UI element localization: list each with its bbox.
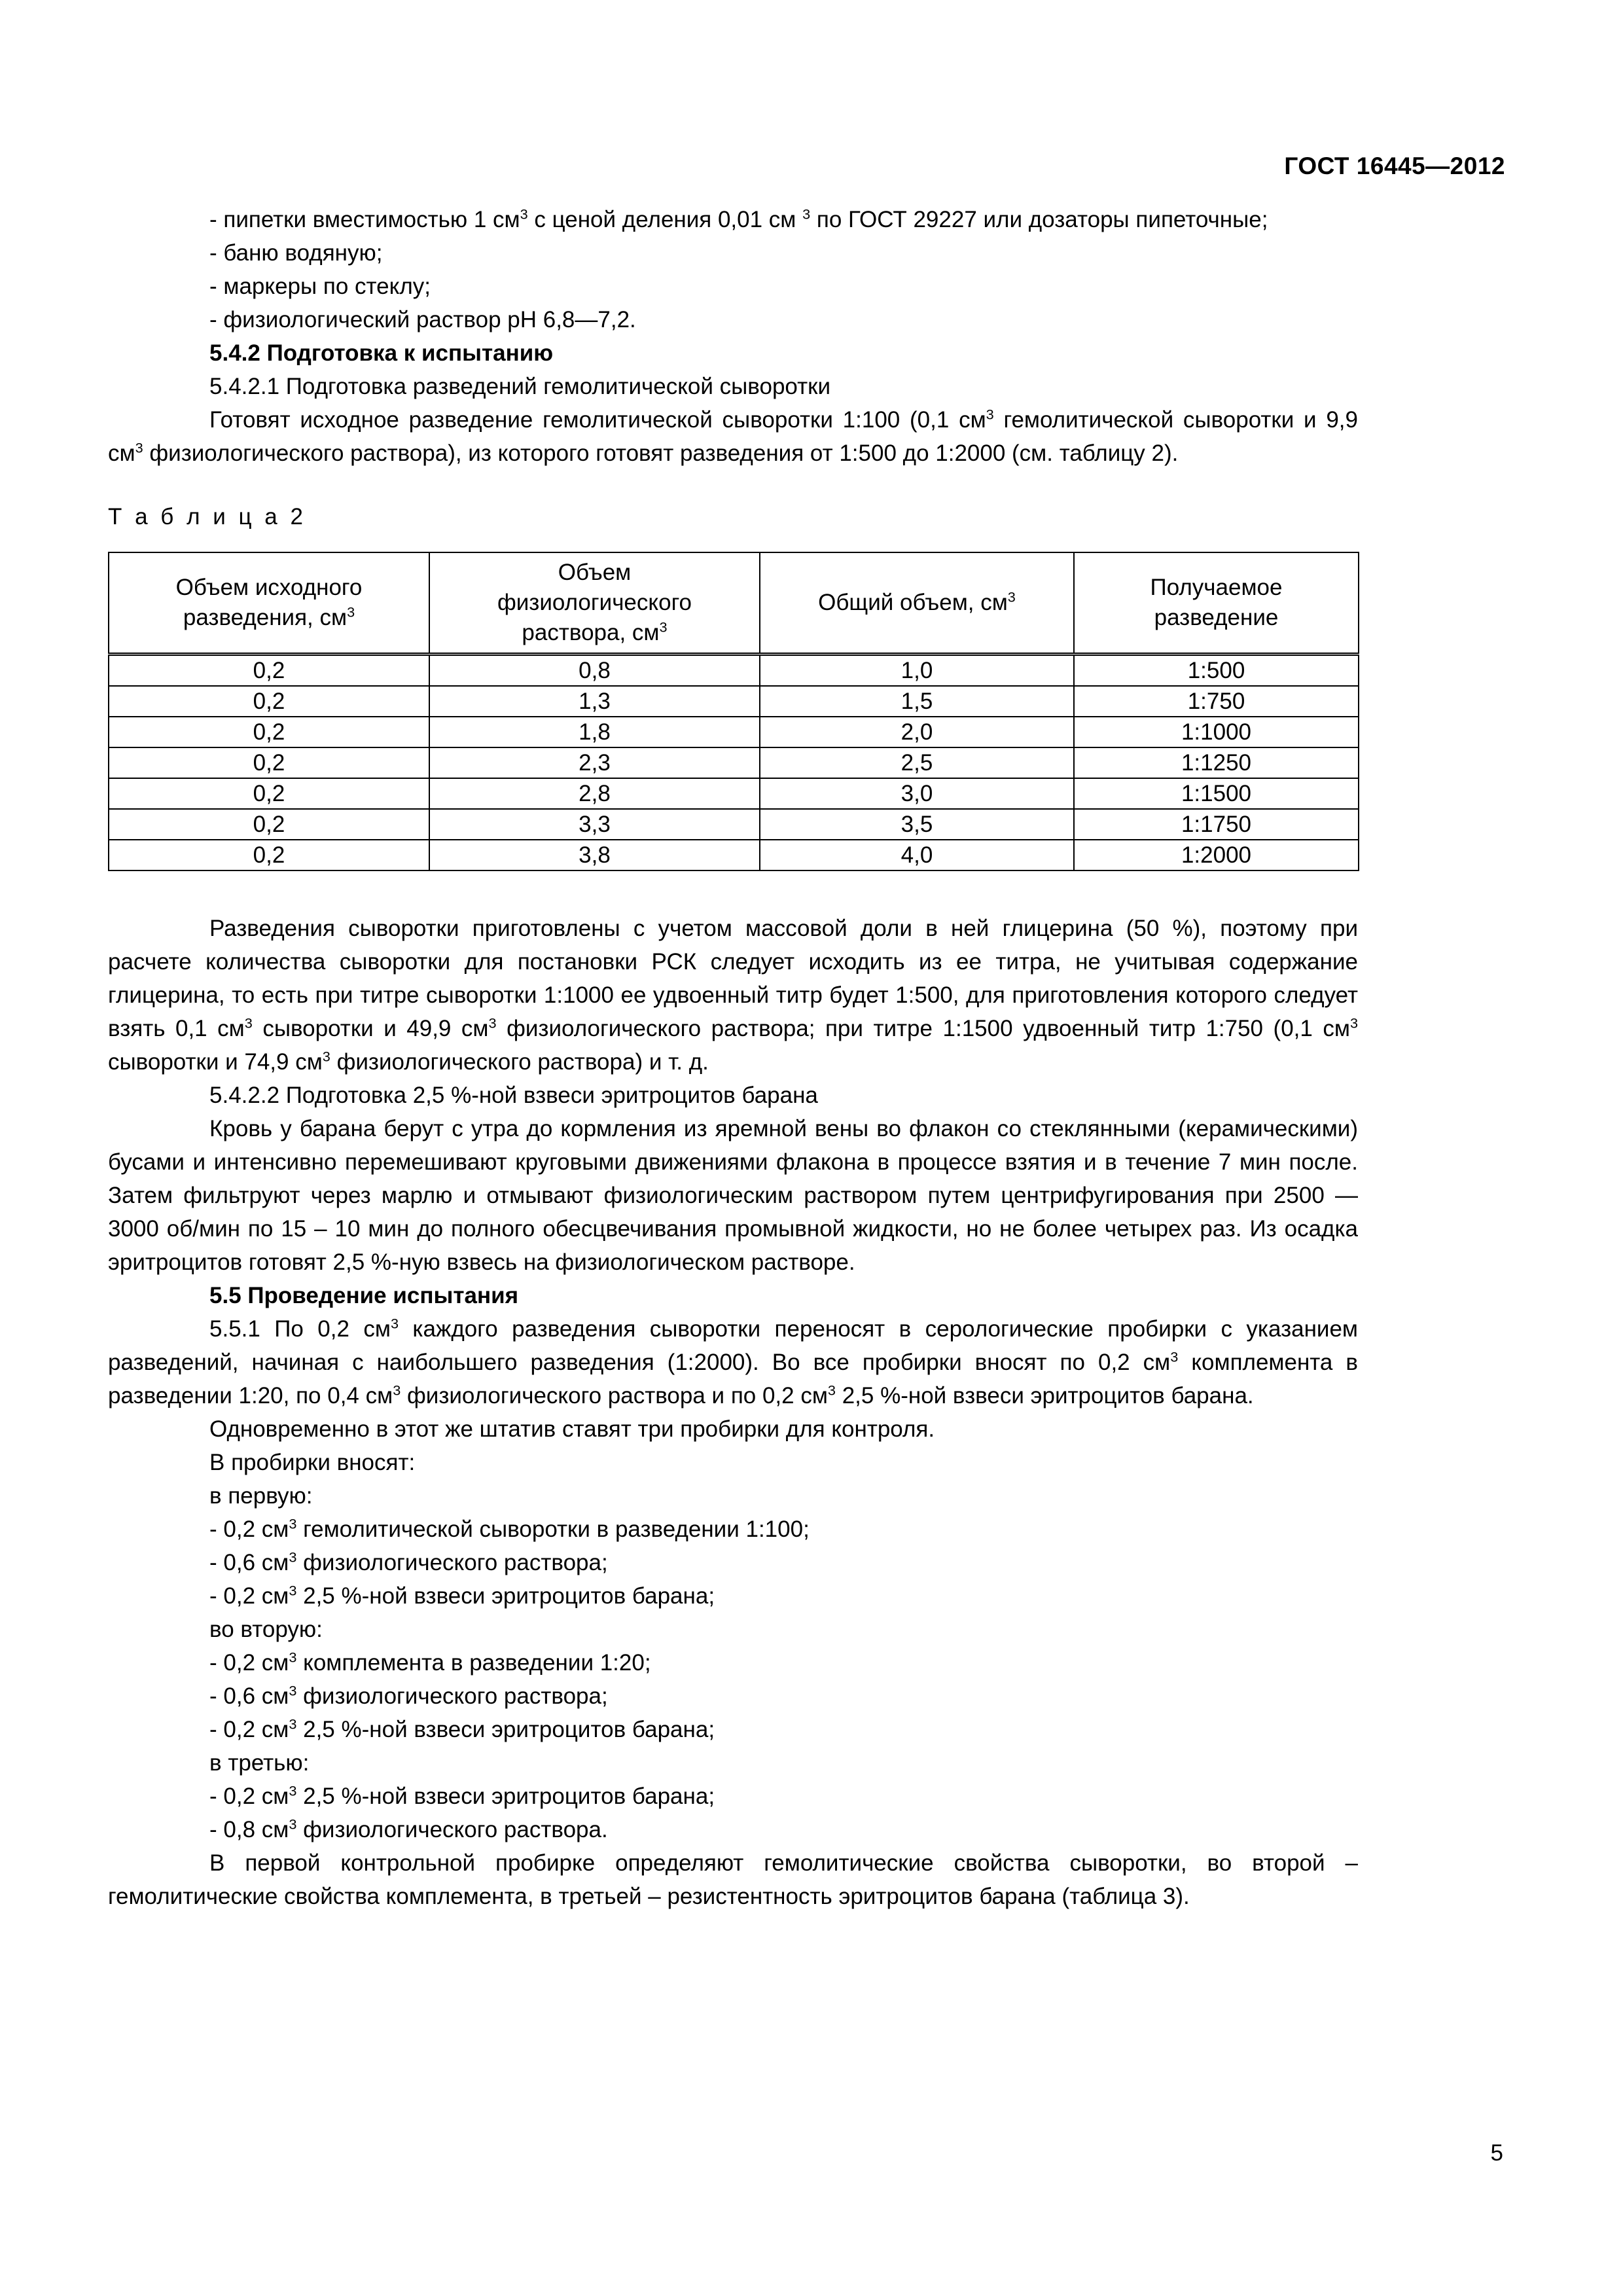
item-text-b: физиологического раствора; bbox=[296, 1683, 608, 1709]
superscript-cube: 3 bbox=[244, 1014, 253, 1031]
first-tube-item-3 bbox=[108, 1579, 1358, 1613]
spacer bbox=[108, 871, 1358, 912]
table-row bbox=[109, 747, 1359, 778]
superscript-cube: 3 bbox=[390, 1315, 399, 1332]
table-body bbox=[109, 655, 1359, 871]
item-text-b: гемолитической сыворотки в разведении 1:100; bbox=[296, 1516, 810, 1542]
paragraph-control-tubes: Одновременно в этот же штатив ставят три пробирки для контроля. bbox=[209, 1416, 935, 1442]
p2-text-d: сыворотки и 74,9 см bbox=[108, 1049, 323, 1075]
cell-dilution: 1:2000 bbox=[1074, 840, 1359, 870]
cell-initial-volume: 0,2 bbox=[109, 840, 429, 870]
superscript-cube: 3 bbox=[289, 1549, 297, 1566]
table-row bbox=[109, 686, 1359, 717]
cell-dilution: 1:1750 bbox=[1074, 809, 1359, 840]
superscript-cube: 3 bbox=[135, 439, 143, 456]
p2-text-c: физиологического раствора; при титре 1:1500 удвоенный титр 1:750 (0,1 см bbox=[496, 1016, 1350, 1041]
column-header-saline-volume bbox=[429, 552, 760, 655]
superscript-cube: 3 bbox=[827, 1382, 836, 1399]
superscript-cube: 3 bbox=[289, 1515, 297, 1532]
superscript-cube: 3 bbox=[1349, 1014, 1358, 1031]
item-text-a: - 0,6 см bbox=[209, 1683, 289, 1709]
p1-text-c: физиологического раствора), из которого готовят разведения от 1:500 до 1:2000 (см. таблицу 2). bbox=[143, 440, 1179, 466]
header-line: физиологического bbox=[497, 590, 692, 615]
superscript-cube: 3 bbox=[289, 1582, 297, 1599]
item-text-b: комплемента в разведении 1:20; bbox=[296, 1650, 651, 1676]
spacer bbox=[108, 533, 1358, 552]
cell-dilution: 1:1250 bbox=[1074, 747, 1359, 778]
spacer bbox=[108, 470, 1358, 500]
cell-initial-volume: 0,2 bbox=[109, 809, 429, 840]
superscript-cube: 3 bbox=[289, 1682, 297, 1699]
p4-text-c: комплемента в разведении 1:20, по 0,4 см bbox=[108, 1350, 1358, 1408]
header-line: Объем bbox=[558, 560, 632, 585]
cell-saline-volume: 3,3 bbox=[429, 809, 760, 840]
superscript-cube: 3 bbox=[289, 1782, 297, 1799]
cell-dilution: 1:1000 bbox=[1074, 717, 1359, 747]
cell-initial-volume: 0,2 bbox=[109, 686, 429, 717]
third-tube-item-2 bbox=[108, 1813, 1358, 1846]
item-text-a: - 0,8 см bbox=[209, 1817, 289, 1842]
heading-5-5: 5.5 Проведение испытания bbox=[209, 1283, 519, 1308]
cell-initial-volume: 0,2 bbox=[109, 717, 429, 747]
header-line: Объем исходного bbox=[175, 575, 363, 600]
label-second-tube: во вторую: bbox=[209, 1617, 323, 1642]
p2-text-a: Разведения сыворотки приготовлены с учетом массовой доли в ней глицерина (50 %), поэтому при расчете количества сыворотки для постановки РСК следует исходить из ее титра, не учитывая содержание глицерина, то есть при титре сыворотки 1:1000 ее удвоенный титр будет 1:500, для приготовления которого следует взять 0,1 см bbox=[108, 916, 1358, 1041]
cell-total-volume: 3,5 bbox=[760, 809, 1074, 840]
p1-text-b: гемолитической сыворотки и 9,9 см bbox=[108, 407, 1358, 466]
equipment-pipettes-text-a: - пипетки вместимостью 1 см bbox=[209, 207, 520, 232]
item-text-b: 2,5 %-ной взвеси эритроцитов барана; bbox=[296, 1717, 715, 1742]
superscript-cube: 3 bbox=[659, 619, 668, 636]
second-tube-item-2 bbox=[108, 1679, 1358, 1713]
paragraph-blood-collection: Кровь у барана берут с утра до кормления из яремной вены во флакон со стеклянными (керамическими) бусами и интенсивно перемешивают круговыми движениями флакона в процессе взятия и в течение 7 мин после. Затем фильтруют через марлю и отмывают физиологическим раствором путем центрифугирования при 2500 — 3000 об/мин по 15 – 10 мин до полного обесцвечивания промывной жидкости, но не более четырех раз. Из осадка эритроцитов готовят 2,5 %-ную взвесь на физиологическом растворе. bbox=[108, 1116, 1358, 1275]
cell-saline-volume: 1,3 bbox=[429, 686, 760, 717]
p2-text-e: физиологического раствора) и т. д. bbox=[330, 1049, 709, 1075]
p4-text-d: физиологического раствора и по 0,2 см bbox=[401, 1383, 828, 1408]
table-row bbox=[109, 840, 1359, 870]
paragraph-add-to-tubes: В пробирки вносят: bbox=[209, 1450, 416, 1475]
superscript-cube: 3 bbox=[393, 1382, 401, 1399]
item-text-b: физиологического раствора; bbox=[296, 1550, 608, 1575]
item-text-a: - 0,2 см bbox=[209, 1516, 289, 1542]
item-text-a: - 0,6 см bbox=[209, 1550, 289, 1575]
table2-caption: Т а б л и ц а 2 bbox=[108, 504, 306, 529]
first-tube-item-2 bbox=[108, 1546, 1358, 1579]
p4-text-e: 2,5 %-ной взвеси эритроцитов барана. bbox=[835, 1383, 1254, 1408]
cell-initial-volume: 0,2 bbox=[109, 747, 429, 778]
equipment-item-saline: - физиологический раствор pH 6,8—7,2. bbox=[209, 307, 636, 332]
cell-dilution: 1:750 bbox=[1074, 686, 1359, 717]
cell-total-volume: 2,0 bbox=[760, 717, 1074, 747]
table-row bbox=[109, 717, 1359, 747]
second-tube-item-3 bbox=[108, 1713, 1358, 1746]
item-text-a: - 0,2 см bbox=[209, 1583, 289, 1609]
heading-5-4-2-1: 5.4.2.1 Подготовка разведений гемолитической сыворотки bbox=[209, 374, 831, 399]
item-text-b: 2,5 %-ной взвеси эритроцитов барана; bbox=[296, 1583, 715, 1609]
superscript-cube: 3 bbox=[347, 603, 355, 620]
label-third-tube: в третью: bbox=[209, 1750, 310, 1776]
item-text-a: - 0,2 см bbox=[209, 1717, 289, 1742]
cell-saline-volume: 1,8 bbox=[429, 717, 760, 747]
cell-total-volume: 3,0 bbox=[760, 778, 1074, 809]
third-tube-item-1 bbox=[108, 1780, 1358, 1813]
item-text-b: 2,5 %-ной взвеси эритроцитов барана; bbox=[296, 1784, 715, 1809]
standard-header: ГОСТ 16445—2012 bbox=[1284, 152, 1505, 179]
superscript-cube: 3 bbox=[802, 206, 811, 223]
table-row bbox=[109, 655, 1359, 687]
table-2-dilutions bbox=[108, 552, 1359, 871]
equipment-pipettes-text-b: с ценой деления 0,01 см bbox=[527, 207, 803, 232]
cell-dilution: 1:500 bbox=[1074, 655, 1359, 687]
table-row bbox=[109, 809, 1359, 840]
equipment-pipettes-text-c: по ГОСТ 29227 или дозаторы пипеточные; bbox=[810, 207, 1268, 232]
cell-dilution: 1:1500 bbox=[1074, 778, 1359, 809]
p4-text-b: каждого разведения сыворотки переносят в серологические пробирки с указанием разведений, начиная с наибольшего разведения (1:2000). Во все пробирки вносят по 0,2 см bbox=[108, 1316, 1358, 1375]
equipment-item-waterbath: - баню водяную; bbox=[209, 240, 383, 266]
item-text-a: - 0,2 см bbox=[209, 1650, 289, 1676]
superscript-cube: 3 bbox=[289, 1715, 297, 1732]
header-line: разведение bbox=[1154, 605, 1279, 630]
superscript-cube: 3 bbox=[520, 206, 528, 223]
document-body bbox=[108, 203, 1358, 1913]
superscript-cube: 3 bbox=[289, 1649, 297, 1666]
cell-initial-volume: 0,2 bbox=[109, 778, 429, 809]
superscript-cube: 3 bbox=[488, 1014, 497, 1031]
p1-text-a: Готовят исходное разведение гемолитической сыворотки 1:100 (0,1 см bbox=[209, 407, 986, 433]
superscript-cube: 3 bbox=[986, 406, 994, 423]
item-text-b: физиологического раствора. bbox=[296, 1817, 608, 1842]
superscript-cube: 3 bbox=[1170, 1348, 1179, 1365]
superscript-cube: 3 bbox=[322, 1048, 330, 1065]
cell-saline-volume: 0,8 bbox=[429, 655, 760, 687]
label-first-tube: в первую: bbox=[209, 1483, 313, 1509]
equipment-item-pipettes bbox=[108, 203, 1358, 236]
paragraph-initial-dilution bbox=[108, 403, 1358, 470]
header-line: раствора, см bbox=[522, 620, 660, 645]
heading-5-4-2-2: 5.4.2.2 Подготовка 2,5 %-ной взвеси эритроцитов барана bbox=[209, 1083, 818, 1108]
column-header-resulting-dilution bbox=[1074, 552, 1359, 655]
p4-text-a: 5.5.1 По 0,2 см bbox=[209, 1316, 391, 1342]
paragraph-control-tube-meaning: В первой контрольной пробирке определяют гемолитические свойства сыворотки, во второй – гемолитические свойства комплемента, в третьей – резистентность эритроцитов барана (таблица 3). bbox=[108, 1850, 1358, 1909]
paragraph-glycerin-note bbox=[108, 912, 1358, 1079]
cell-total-volume: 1,0 bbox=[760, 655, 1074, 687]
superscript-cube: 3 bbox=[289, 1816, 297, 1833]
table-row bbox=[109, 778, 1359, 809]
table-header-row bbox=[109, 552, 1359, 655]
cell-saline-volume: 2,8 bbox=[429, 778, 760, 809]
header-line: Общий объем, см bbox=[818, 590, 1008, 615]
item-text-a: - 0,2 см bbox=[209, 1784, 289, 1809]
cell-saline-volume: 2,3 bbox=[429, 747, 760, 778]
page-number: 5 bbox=[1490, 2140, 1503, 2166]
first-tube-item-1 bbox=[108, 1513, 1358, 1546]
cell-initial-volume: 0,2 bbox=[109, 655, 429, 687]
header-line: Получаемое bbox=[1150, 575, 1283, 600]
header-line: разведения, см bbox=[183, 605, 348, 630]
column-header-initial-volume bbox=[109, 552, 429, 655]
cell-total-volume: 2,5 bbox=[760, 747, 1074, 778]
superscript-cube: 3 bbox=[1007, 588, 1016, 605]
equipment-item-markers: - маркеры по стеклу; bbox=[209, 274, 431, 299]
heading-5-4-2: 5.4.2 Подготовка к испытанию bbox=[209, 340, 554, 366]
cell-total-volume: 4,0 bbox=[760, 840, 1074, 870]
p2-text-b: сыворотки и 49,9 см bbox=[252, 1016, 489, 1041]
paragraph-5-5-1 bbox=[108, 1312, 1358, 1412]
second-tube-item-1 bbox=[108, 1646, 1358, 1679]
column-header-total-volume bbox=[760, 552, 1074, 655]
cell-total-volume: 1,5 bbox=[760, 686, 1074, 717]
cell-saline-volume: 3,8 bbox=[429, 840, 760, 870]
